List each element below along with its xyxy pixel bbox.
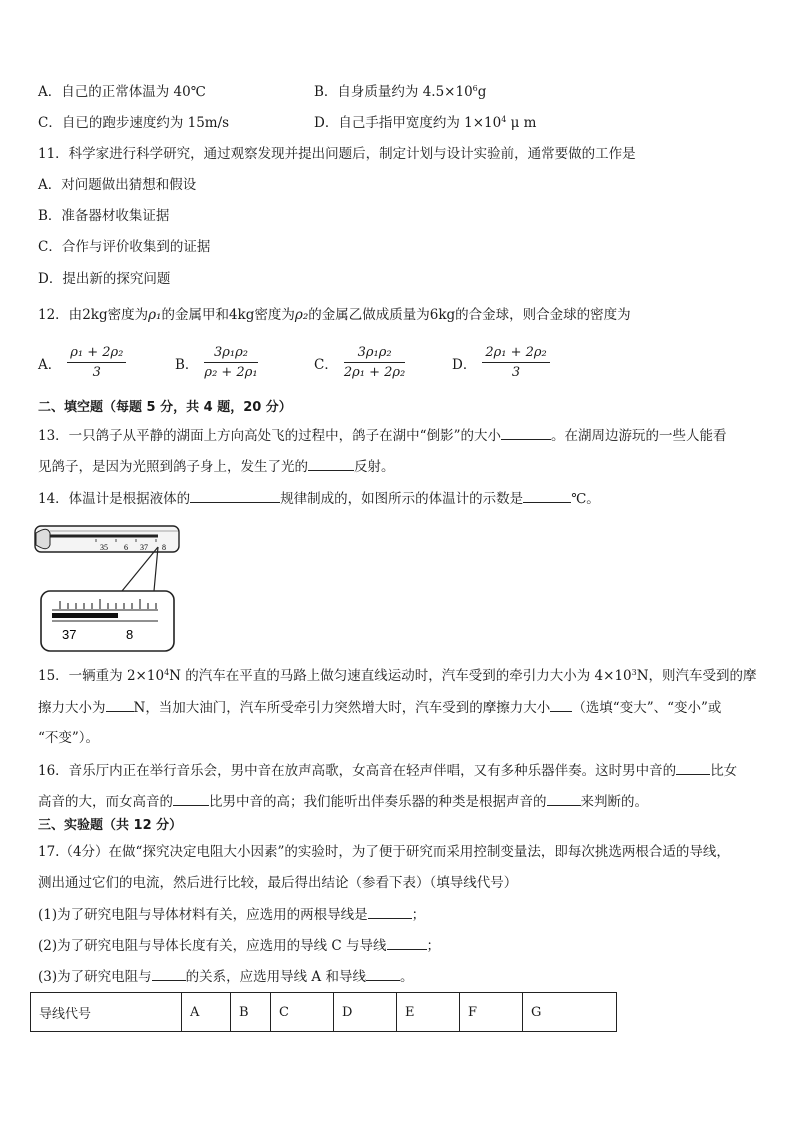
answer-blank[interactable] [547,791,581,806]
q11-option-b: B．准备器材收集证据 [38,208,170,224]
thermometer-bulb [36,529,50,549]
answer-blank[interactable] [368,904,412,919]
zoom-label-37: 37 [62,627,77,642]
q12-stem: 12．由2kg密度为ρ₁的金属甲和4kg密度为ρ₂的金属乙做成质量为6kg的合金球，则合金球的密度为 [38,307,631,323]
section-title-experiment: 三、实验题（共 12 分） [38,818,183,833]
q15-line-3: “不变”）。 [38,730,100,746]
q17-sub-2: (2)为了研究电阻与导体长度有关，应选用的导线 C 与导线 ； [38,935,440,956]
answer-blank[interactable] [366,966,400,981]
answer-blank[interactable] [676,760,710,775]
tube-scale-label-8: 8 [162,543,166,552]
table-cell: G [523,993,617,1032]
zoom-leader-line [122,547,158,591]
table-cell: D [334,993,397,1032]
answer-blank[interactable] [152,966,186,981]
table-cell: F [460,993,523,1032]
tube-scale-label-35: 35 [100,543,108,552]
table-cell: C [271,993,334,1032]
table-cell: B [231,993,271,1032]
section-title-fill-blank: 二、填空题（每题 5 分，共 4 题，20 分） [38,400,292,415]
zoom-mercury-column [52,613,118,618]
q12-option-c: C． $\frac{\text{3ρ₁ρ₂}}{\text{2ρ₁ + 2ρ₂}}$ [314,345,406,380]
fraction: $\frac{\text{2ρ₁ + 2ρ₂}}{3}$ [482,345,549,380]
q14-line: 14．体温计是根据液体的 规律制成的，如图所示的体温计的示数是 ℃。 [38,488,600,509]
q17-line-2: 测出通过它们的电流，然后进行比较，最后得出结论（参看下表）（填导线代号） [38,875,518,891]
q10-option-c: C．自已的跑步速度约为 15m/s [38,115,230,131]
q10-option-b: B．自身质量约为 $4.5\times 10^6g$ [314,84,487,100]
fraction: $\frac{\text{ρ₁ + 2ρ₂}}{3}$ [67,345,126,380]
q11-stem: 11．科学家进行科学研究，通过观察发现并提出问题后，制定计划与设计实验前，通常要做的工作是 [38,146,636,162]
zoom-label-8: 8 [126,627,134,642]
table-header-cell: 导线代号 [31,993,182,1032]
q11-option-d: D．提出新的探究问题 [38,271,171,287]
answer-blank[interactable] [523,488,571,503]
tube-scale-label-6: 6 [124,543,128,552]
answer-blank[interactable] [501,425,551,440]
q11-option-c: C．合作与评价收集到的证据 [38,239,211,255]
q16-line-1: 16．音乐厅内正在举行音乐会，男中音在放声高歌，女高音在轻声伴唱，又有多种乐器伴奏。这时男中音的 比女 [38,760,737,781]
q12-option-a: A． $\frac{\text{ρ₁ + 2ρ₂}}{3}$ [38,345,126,380]
answer-blank[interactable] [190,488,280,503]
thermometer-figure [34,525,180,655]
table-row [31,993,617,1032]
table-cell: E [397,993,460,1032]
q10-option-d: D．自己手指甲宽度约为 $1\times 10^4$ μ m [314,115,537,131]
fraction: $\frac{\text{3ρ₁ρ₂}}{\text{2ρ₁ + 2ρ₂}}$ [343,345,406,380]
q12-option-d: D． $\frac{\text{2ρ₁ + 2ρ₂}}{3}$ [452,345,550,380]
zoom-leader-line [154,547,158,591]
q11-option-a: A．对问题做出猜想和假设 [38,177,197,193]
fraction: $\frac{\text{3ρ₁ρ₂}}{\text{ρ₂ + 2ρ₁}}$ [204,345,258,380]
answer-blank[interactable] [173,791,209,806]
wire-code-table [30,992,617,1032]
q16-line-2: 高音的大，而女高音的 比男中音的高；我们能听出伴奏乐器的种类是根据声音的 来判断的。 [38,791,648,812]
q12-option-b: B． $\frac{\text{3ρ₁ρ₂}}{\text{ρ₂ + 2ρ₁}}$ [175,345,258,380]
tube-scale-label-37: 37 [140,543,148,552]
answer-blank[interactable] [550,697,572,712]
thermometer-drawing [34,525,180,655]
q10-option-a: A．自己的正常体温为 40℃ [38,84,206,100]
answer-blank[interactable] [387,935,427,950]
q13-line-1: 13．一只鸽子从平静的湖面上方向高处飞的过程中，鸽子在湖中“倒影”的大小 。在湖周边游玩的一些人能看 [38,425,726,446]
answer-blank[interactable] [308,456,354,471]
answer-blank[interactable] [106,697,134,712]
q17-sub-1: (1)为了研究电阻与导体材料有关，应选用的两根导线是 ； [38,904,425,925]
q17-line-1: 17.（4分）在做“探究决定电阻大小因素”的实验时，为了便于研究而采用控制变量法，即每次挑选两根合适的导线， [38,844,730,860]
q15-line-1: 15．一辆重为 $2\times 10^4N$ 的汽车在平直的马路上做匀速直线运动时，汽车受到的牵引力大小为 $4\times 10^3N$，则汽车受到的摩 [38,668,757,684]
q15-line-2: 擦力大小为 N，当加大油门，汽车所受牵引力突然增大时，汽车受到的摩擦力大小 （选填“变大”、“变小”或 [38,697,721,718]
q13-line-2: 见鸽子，是因为光照到鸽子身上，发生了光的 反射。 [38,456,395,477]
q17-sub-3: (3)为了研究电阻与 的关系，应选用导线 A 和导线 。 [38,966,413,987]
table-cell: A [182,993,231,1032]
